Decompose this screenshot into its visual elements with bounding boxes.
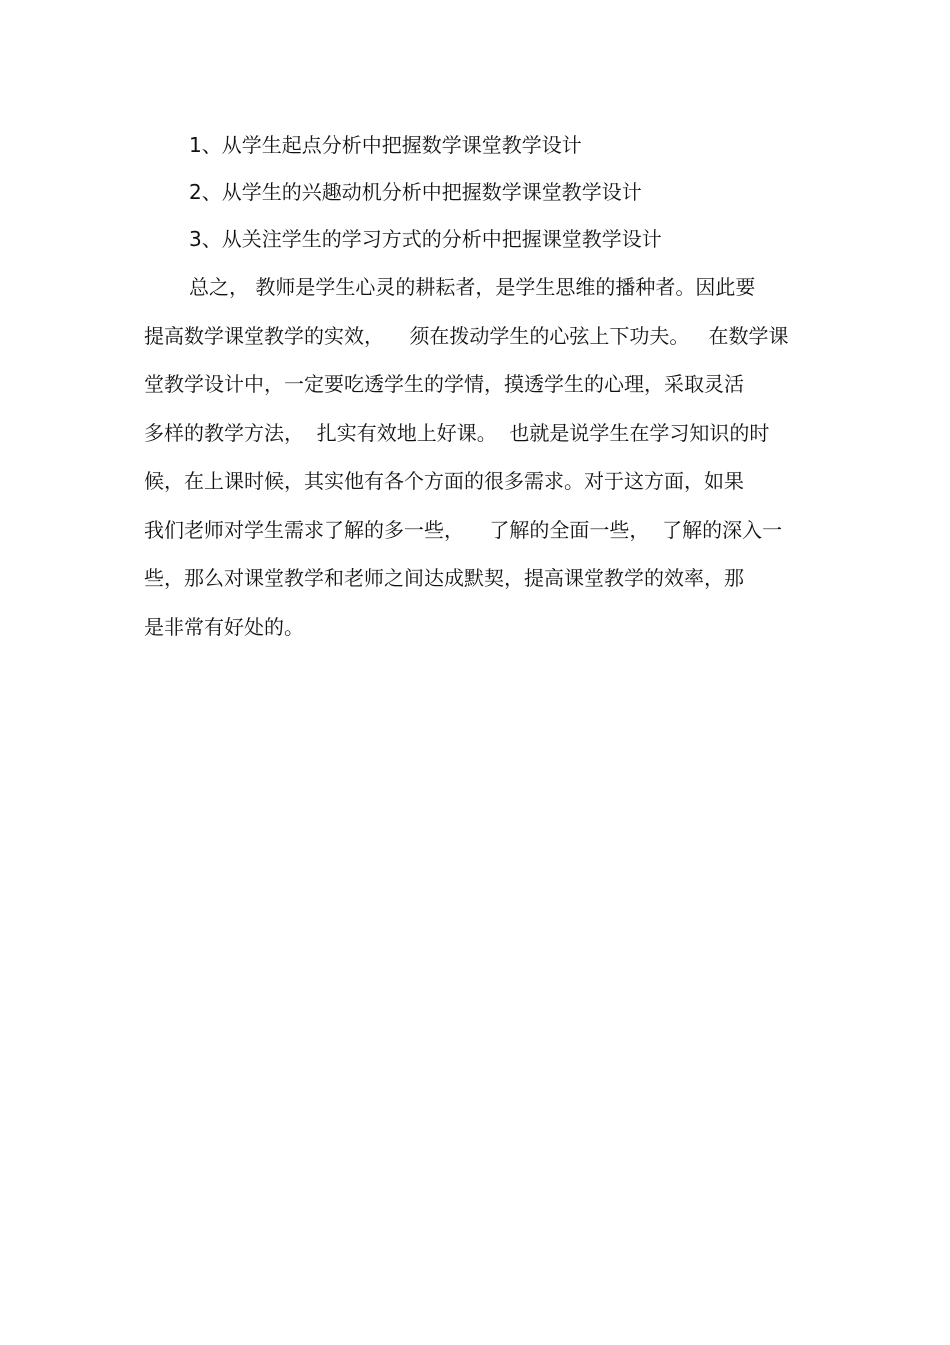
paragraph-line-6: 我们老师对学生需求了解的多一些， 了解的全面一些， 了解的深入一	[144, 517, 783, 542]
paragraph-line-1: 总之， 教师是学生心灵的耕耘者，是学生思维的播种者。因此要	[189, 275, 756, 299]
paragraph-line-4: 多样的教学方法， 扎实有效地上好课。 也就是说学生在学习知识的时	[144, 420, 770, 445]
list-item-1: 1、从学生起点分析中把握数学课堂教学设计	[189, 133, 582, 157]
paragraph-line-7: 些，那么对课堂教学和老师之间达成默契，提高课堂教学的效率，那	[144, 566, 744, 590]
paragraph-line-8: 是非常有好处的。	[144, 614, 304, 639]
paragraph-line-5: 候，在上课时候，其实他有各个方面的很多需求。对于这方面，如果	[144, 469, 744, 493]
summary-paragraph	[144, 263, 824, 651]
paragraph-line-2: 提高数学课堂教学的实效， 须在拨动学生的心弦上下功夫。 在数学课	[144, 323, 789, 348]
paragraph-line-3: 堂教学设计中，一定要吃透学生的学情，摸透学生的心理，采取灵活	[144, 372, 744, 396]
list-item-2: 2、从学生的兴趣动机分析中把握数学课堂教学设计	[189, 180, 642, 204]
list-item-3: 3、从关注学生的学习方式的分析中把握课堂教学设计	[189, 227, 662, 251]
document-body	[144, 122, 824, 651]
